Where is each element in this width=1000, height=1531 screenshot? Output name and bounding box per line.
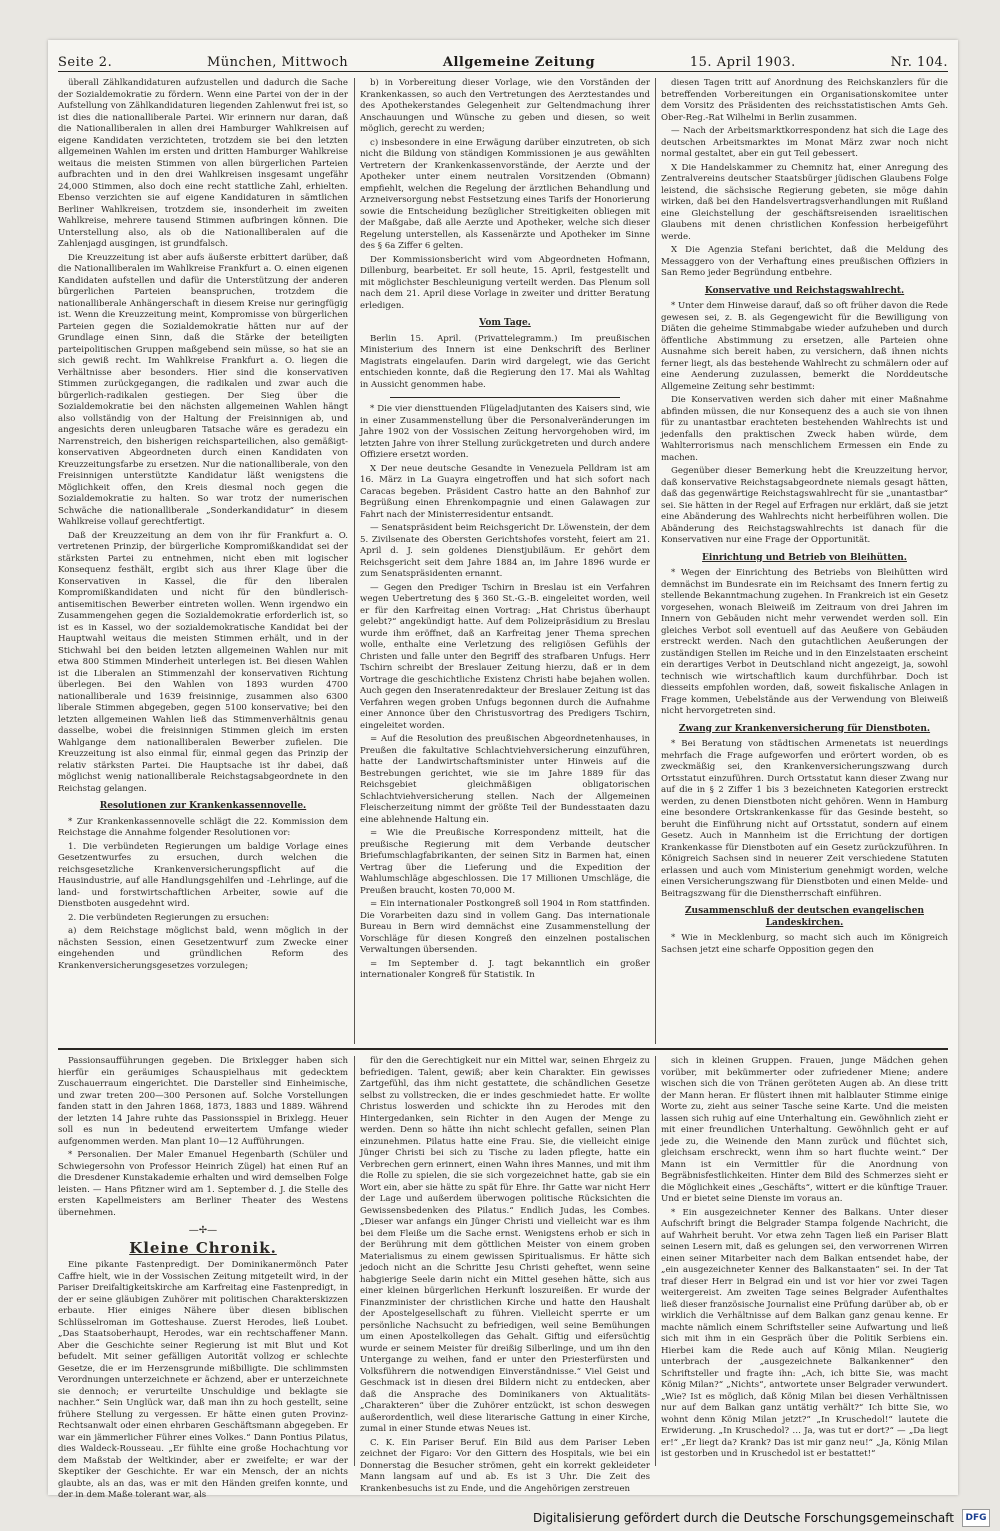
section-heading: Zusammenschluß der deutschen evangelischen Landeskirchen.	[684, 906, 924, 928]
article-paragraph: X Die Handelskammer zu Chemnitz hat, einer Anregung des Zentralvereins deutscher Staatsbürger jüdischen Glaubens Folge leistend, die sächsische Regierung gebeten, sie möge dahin wirken, daß bei den Handelsvertragsverhandlungen mit Rußland eine Gleichstellung der geschäftsreisenden israelitischen Glaubens mit denen christlichen Konfession herbeigeführt werde.	[661, 162, 948, 242]
article-paragraph: — Nach der Arbeitsmarktkorrespondenz hat sich die Lage des deutschen Arbeitsmarktes im Monat März zwar noch nicht normal gestaltet, aber ein gut Teil gebessert.	[661, 126, 948, 159]
article-paragraph: * Zur Krankenkassennovelle schlägt die 22. Kommission dem Reichstage die Annahme folgender Resolutionen vor:	[58, 816, 348, 838]
page-number: Seite 2.	[58, 55, 113, 70]
article-paragraph: * Wegen der Einrichtung des Betriebs von Bleihütten wird demnächst im Bundesrate ein im Reichsamt des Innern fertig zu stellende Bekanntmachung zugehen. In Frankreich ist ein Gesetz vorgesehen, wonach Bleiweiß im Zeitraum von drei Jahren im Innern von Gebäuden nicht mehr verwendet werden soll. Ein gleiches Verbot soll eventuell auf das Aeußere von Gebäuden erstreckt werden. Nach den gutachtlichen Aeußerungen der zuständigen Stellen im Reiche und in den Einzelstaaten erscheint ein derartiges Verbot in Deutschland nicht angezeigt, ja, sowohl technisch wie wirtschaftlich kaum durchführbar. Doch ist diesseits empfohlen worden, daß, soweit fiskalische Anlagen in Frage kommen, Uebelstände aus der Verwendung von Bleiweiß nicht hervorgetreten sind.	[661, 568, 948, 716]
article-paragraph: Daß der Kreuzzeitung an dem von ihr für Frankfurt a. O. vertretenen Prinzip, der bürgerliche Kompromißkandidat sei der stärksten Partei zu entnehmen, nicht eben mit logischer Konsequenz festhält, ergibt sich aus ihrer Klage über die Konservativen in Kassel, die für den liberalen Kompromißkandidaten und nicht für den bündlerisch-antisemitischen Bewerber eintreten wollen. Wenn irgendwo ein Zusammengehen gegen die Sozialdemokratie erforderlich ist, so ist es in Kassel, wo der sozialdemokratische Kandidat bei der Hauptwahl weitaus die meisten Stimmen erhält, und in der Stichwahl bei den beiden letzten allgemeinen Wahlen nur mit etwa 800 Stimmen Minderheit unterlegen ist. Bei diesen Wahlen ist die Liberalen an Stimmenzahl der konservativen Richtung überlegen. Bei den Wahlen von 1893 wurden 4700 nationalliberale und 1639 freisinnige, zusammen also 6300 liberale Stimmen abgegeben, gegen 5100 konservative; bei den letzten allgemeinen Wahlen ließ das Stimmenverhältnis genau dasselbe, wobei die freisinnigen Stimmen gleich im ersten Wahlgange dem nationalliberalen Bewerber zufielen. Die Kreuzzeitung ist also einmal für, einmal gegen das Prinzip der relativ stärksten Partei. Die Hauptsache ist ihr dabei, daß möglichst wenig nationalliberale Reichstagsabgeordnete in den Reichstag gelangen.	[58, 530, 348, 794]
feuilleton-rule	[58, 1048, 948, 1050]
section-heading: Zwang zur Krankenversicherung für Dienstboten.	[678, 723, 931, 734]
article-paragraph: — Senatspräsident beim Reichsgericht Dr. Löwenstein, der dem 5. Zivilsenate des Obersten Gerichtshofes vorsteht, feiert am 21. April d. J. sein goldenes Dienstjubiläum. Er gehört dem Reichsgericht seit dem Jahre 1884 an, im Jahre 1896 wurde er zum Senatspräsidenten ernannt.	[360, 523, 650, 579]
article-paragraph: Berlin 15. April. (Privattelegramm.) Im preußischen Ministerium des Innern ist eine Denkschrift des Berliner Magistrats eingelaufen. Darin wird dargelegt, wie das Gericht entschieden konnte, daß die Regierung den 17. Mai als Wahltag in Aussicht genommen habe.	[360, 333, 650, 390]
newspaper-title: Allgemeine Zeitung	[442, 55, 596, 70]
masthead	[58, 48, 948, 70]
masthead-rule	[58, 71, 948, 72]
issue-date: 15. April 1903.	[689, 55, 796, 70]
article-paragraph: — Gegen den Prediger Tschirn in Breslau ist ein Verfahren wegen Uebertretung des § 360 St.-G.-B. eingeleitet worden, weil er für den Karfreitag einen Vortrag: „Hat Christus überhaupt gelebt?“ angekündigt hatte. Auf dem Polizeipräsidium zu Breslau wurde ihm eröffnet, daß an Karfreitag jener Thema sprechen wolle, enthalte eine Verletzung des religiösen Gefühls der Christen und falle unter den Begriff des strafbaren Unfugs. Herr Tschirn schreibt der Breslauer Zeitung hierzu, daß er in dem Vortrage die geschichtliche Existenz Christi habe bejahen wollen. Auch gegen den Inseratenredakteur der Breslauer Zeitung ist das Verfahren wegen groben Unfugs begonnen durch die Aufnahme einer Annonce über den Christusvortrag des Predigers Tschirn, eingeleitet worden.	[360, 582, 650, 731]
dfg-logo: DFG	[962, 1509, 990, 1527]
section-heading: Konservative und Reichstagswahlrecht.	[704, 285, 905, 296]
article-paragraph: = Ein internationaler Postkongreß soll 1904 in Rom stattfinden. Die Vorarbeiten dazu sind in vollem Gang. Das internationale Bureau in Bern wird demnächst eine Zusammenstellung der Vorschläge für diesen Kongreß den einzelnen postalischen Verwaltungen übersenden.	[360, 899, 650, 955]
article-paragraph: a) dem Reichstage möglichst bald, wenn möglich in der nächsten Session, einen Gesetzentwurf zum Zwecke einer eingehenden und gründlichen Reform des Krankenversicherungsgesetzes vorzulegen;	[58, 926, 348, 971]
article-paragraph: überall Zählkandidaturen aufzustellen und dadurch die Sache der Sozialdemokratie zu fördern. Wenn eine Partei von der in der Aufstellung von Zählkandidaturen liegenden Zahlenwut frei ist, so ist dies die nationalliberale Partei. Wir erinnern nur daran, daß die Nationalliberalen in allen drei Hamburger Wahlkreisen auf eigene Kandidaten verzichteten, trotzdem sie bei den letzten allgemeinen Wahlen im ersten und dritten Hamburger Wahlkreise weitaus die meisten Stimmen von allen bürgerlichen Parteien aufbrachten und in den drei Wahlkreisen insgesamt ungefähr 24,000 Stimmen, also doch eine recht stattliche Zahl, erhielten. Ebenso verzichten sie auf eigene Kandidaturen in sämtlichen Berliner Wahlkreisen, trotzdem sie, insonderheit im zweiten Wahlkreise, mehrere tausend Stimmen aufbringen können. Die Unterstellung also, als ob die Nationalliberalen auf die Zahlenjagd ausgingen, ist grundfalsch.	[58, 78, 348, 249]
section-rule	[390, 397, 620, 398]
column-6	[661, 1056, 948, 1466]
column-4	[58, 1056, 348, 1500]
column-1	[58, 78, 348, 1044]
article-paragraph: X Der neue deutsche Gesandte in Venezuela Pelldram ist am 16. März in La Guayra eingetroffen und hat sich sofort nach Caracas begeben. Präsident Castro hatte an den Bahnhof zur Begrüßung einen Ehrenkompagnie und einen Galawagen zur Fahrt nach der Ministerresidentur entsandt.	[360, 463, 650, 520]
article-paragraph: sich in kleinen Gruppen. Frauen, junge Mädchen gehen vorüber, mit bekümmerter oder zufriedener Miene; andere wischen sich die von Tränen geröteten Augen ab. An diese tritt der Mann heran. Er flüstert ihnen mit halblauter Stimme einige Worte zu, zieht aus seiner Tasche seine Karte. Und die meisten lassen sich ruhig auf eine Unterhaltung ein. Gewöhnlich zieht er mit einer freundlichen Unterhaltung. Gewöhnlich geht er auf jede zu, die Weinende den Mann zurück und flüchtet sich, gleichsam erschreckt, wenn ihm so hart fluchte weint.“ Der Mann ist ein Vermittler für die Anordnung von Begräbnisfestlichkeiten. Hinter dem Bild des Schmerzes sieht er die Möglichkeit eines „Geschäfts“, wittert er die künftige Trauer. Und er bietet seine Dienste im voraus an.	[661, 1056, 948, 1204]
article-paragraph: = Wie die Preußische Korrespondenz mitteilt, hat die preußische Regierung mit dem Verbande deutscher Briefumschlagfabrikanten, der seinen Sitz in Barmen hat, einen Vertrag über die Lieferung und die Expedition der Wahlumschläge abgeschlossen. Die 17 Millionen Umschläge, die Preußen braucht, kosten 70,000 M.	[360, 828, 650, 896]
place-and-day: München, Mittwoch	[207, 55, 349, 70]
ornament-divider: —✢—	[188, 1225, 218, 1236]
column-2	[360, 78, 650, 1044]
column-5	[360, 1056, 650, 1494]
section-heading: Resolutionen zur Krankenkassennovelle.	[99, 801, 307, 811]
article-paragraph: = Im September d. J. tagt bekanntlich ein großer internationaler Kongreß für Statistik. In	[360, 958, 650, 980]
article-paragraph: * Ein ausgezeichneter Kenner des Balkans. Unter dieser Aufschrift bringt die Belgrader Stampa folgende Nachricht, die auf Wahrheit beruht. Vor etwa zehn Tagen ließ ein Pariser Blatt seinen Lesern mit, daß es gelungen sei, den verworrenen Wirren einen seiner Mitarbeiter nach dem Balkan entsendet habe, der „ein ausgezeichneter Kenner des Balkanstaaten“ sei. In der Tat traf dieser Herr in Belgrad ein und ist vor hier vor zwei Tagen weitergereist. Am zweiten Tage seines Belgrader Aufenthaltes ließ dieser französische Journalist eine Prüfung darüber ab, ob er wirklich die Verhältnisse auf dem Balkan ganz genau kenne. Er machte nämlich einem Schriftsteller seine Aufwartung und ließ sich mit ihm in ein Gespräch über die Politik Serbiens ein. Hierbei kam die Rede auch auf König Milan. Neugierig unterbrach der „ausgezeichnete Balkankenner“ den Schriftsteller und fragte ihn: „Ach, ich bitte Sie, was macht König Milan?“ „Nichts“, antwortete unser Belgrader verwundert. „Wie? Ist es möglich, daß König Milan bei diesen Verhältnissen nur auf dem Balkan ganz untätig verhält?“ Ich bitte Sie, wo wohnt denn König Milan jetzt?“ „In Kruschedol!“ lautete die Erwiderung. „In Kruschedol? … Ja, was tut er dort?“ — „Da liegt er!“ „Er liegt da? Krank? Das ist mir ganz neu!“ „Ja, König Milan ist gestorben und in Kruschedol ist er bestattet!“	[661, 1207, 948, 1459]
article-paragraph: 2. Die verbündeten Regierungen zu ersuchen:	[68, 912, 270, 923]
column-3	[661, 78, 948, 1044]
section-heading: Einrichtung und Betrieb von Bleihütten.	[702, 552, 907, 563]
article-paragraph: c) insbesondere in eine Erwägung darüber einzutreten, ob sich nicht die Bildung von ständigen Kommissionen je aus gewählten Vertretern der Krankenkassenvorstände, der Aerzte und der Apotheker unter einem neutralen Vorsitzenden (Obmann) empfiehlt, welchen die Regelung der ärztlichen Behandlung und Arzneiversorgung nebst Festsetzung eines Tarifs der Honorierung sowie die Entscheidung bezüglicher Streitigkeiten obliegen mit der Maßgabe, daß alle Aerzte und Apotheker, welche sich dieser Regelung unterstellen, als Kassenärzte und Apotheker im Sinne des § 6a Ziffer 6 gelten.	[360, 137, 650, 251]
article-paragraph: für den die Gerechtigkeit nur ein Mittel war, seinen Ehrgeiz zu befriedigen. Talent, gewiß; aber kein Charakter. Ein gewisses Zartgefühl, das ihm nicht gestattete, die schändlichen Gesetze selbst zu vollstrecken, die er indes geschmiedet hatte. Er wollte Christus loswerden und schickte ihn zu Herodes mit den Hintergedanken, sein Richter in den Augen der Menge zu werden. Denn so hätte ihn nicht schlecht gefallen, seinen Plan einzunehmen. Pilatus hatte eine Frau. Sie, die vielleicht einige Jünger Christi bei sich zu Tische zu laden pflegte, hatte ein Verbrechen gern erinnert, einen Wahn ihres Mannes, und mit ihm die Rolle zu spielen, die sie sich vorgezeichnet hatte, gab sie ein Wort ein, aber sie hätte zu spät für Ehre. Ihr Gatte war nicht Herr der Lage und außerdem überwogen politische Rücksichten die Gewissensbedenken des Pilatus.“ Endlich Judas, les Combes. „Dieser war anfangs ein Jünger Christi und vielleicht war es ihm bei dem Fleiße um die Sache ernst. Wenigstens erhob er sich in der Berührung mit dem göttlichen Meister von einem groben Materialismus zu einem gewissen Spiritualismus. Er hätte sich jedoch nicht an die Schritte Jesu Christi geheftet, wenn seine habgierige Seele darin nicht ein Mittel gesehen hätte, sich aus einer kleinen bürgerlichen Herkunft loszureißen. Er wurde der Finanzminister der christlichen Kirche und hatte den Haushalt der Apostelgesellschaft zu führen. Vielleicht sperrte er um persönliche Nachsucht zu befriedigen, weil seine Bemühungen um einen Apostelkollegen das Gehalt. Giftig und eifersüchtig wurde er seinem Meister für dreißig Silberlinge, und um ihn den Untergange zu weihen, fand er unter den Priesterfürsten und Volksführern die notwendigen Einverständnisse.“ Viel Geist und Geschmack ist in diesen drei Bildern nicht zu entdecken, aber daß die Ansprache des Dominikaners von Aktualitäts-„Charakteren“ über die Zuhörer entzückt, ist schon deswegen außerordentlich, weil diese literarische Gattung in einer Kirche, zumal in einer Stunde etwas Neues ist.	[360, 1056, 650, 1434]
article-paragraph: Die Konservativen werden sich daher mit einer Maßnahme abfinden müssen, die nur Konsequenz des a auch sie von ihnen für zu unantastbar erachteten bestehenden Wahlrechts ist und jedenfalls den praktischen Zweck haben würde, dem Wahlterrorismus nach menschlichem Ermessen ein Ende zu machen.	[661, 395, 948, 463]
column-divider	[655, 78, 656, 1044]
article-paragraph: Eine pikante Fastenpredigt. Der Dominikanermönch Pater Caffre hielt, wie in der Vossischen Zeitung mitgeteilt wird, in der Pariser Dreifaltigkeitskirche am Karfreitag eine Fastenpredigt, in der er seine gläubigen Zuhörer mit politischen Charakterskizzen erbaute. Hier einiges Nähere über diesen biblischen Schlüsselroman im Gotteshause. Zuerst Herodes, ließ Loubet. „Das Staatsoberhaupt, Herodes, war ein rechtschaffener Mann. Aber die Geschichte seiner Regierung ist mit Blut und Kot befudelt. Mit seiner gefälligen Autorität vollzog er schlechte Gesetze, die er im Herzensgrunde mißbilligte. Die schlimmsten Verordnungen unterzeichnete er ächzend, aber er unterzeichnete sie dennoch; er verurteilte Unschuldige und beklagte sie nachher.“ Sein Unglück war, daß man ihn zu hoch gestellt, seine frühere Stellung zu vergessen. Er hätte einen guten Provinz-Rechtsanwalt oder einen ehrbaren Geschäftsmann abgegeben. Er war ein jämmerlicher Führer eines Volkes.“ Dann Pontius Pilatus, dies Waldeck-Rousseau. „Er fühlte eine große Hochachtung vor dem Maßstab der Weltkinder, aber er zweifelte; er war der Skeptiker der Geschichte. Er war ein Mensch, der an nichts glaubte, als an das, was er mit den Händen greifen konnte, und der in dem Maße tolerant war, als	[58, 1260, 348, 1500]
column-divider	[354, 1056, 355, 1466]
newspaper-page	[48, 40, 958, 1500]
article-paragraph: Passionsaufführungen gegeben. Die Brixlegger haben sich hierfür ein geräumiges Schauspielhaus mit gedecktem Zuschauerraum eingerichtet. Die Darsteller sind Einheimische, und zwar treten 200—300 Personen auf. Solche Vorstellungen fanden statt in den Jahren 1868, 1873, 1883 und 1889. Während der letzten 14 Jahre ruhte das Passionsspiel in Brixlegg. Heuer soll es nun in bedeutend erweitertem Umfange wieder aufgenommen werden. Man plant 10—12 Aufführungen.	[58, 1056, 348, 1147]
article-paragraph: X Die Agenzia Stefani berichtet, daß die Meldung des Messaggero von der Verhaftung eines preußischen Offiziers in San Remo jeder Begründung entbehre.	[661, 245, 948, 278]
article-paragraph: Die Kreuzzeitung ist aber aufs äußerste erbittert darüber, daß die Nationalliberalen im Wahlkreise Frankfurt a. O. einen eigenen Kandidaten aufstellen und dafür die Unterstützung der anderen bürgerlichen Parteien beanspruchen, trotzdem die nationalliberale Anhängerschaft in diesem Kreise nur geringfügig ist. Wenn die Kreuzzeitung meint, Kompromisse von bürgerlichen Parteien gegen die Sozialdemokratie hätten nur auf der Grundlage einen Sinn, daß die Stärke der beteiligten parteipolitischen Gruppen maßgebend sein müsse, so hat sie an sich gewiß recht. Im Wahlkreise Frankfurt a. O. liegen die Verhältnisse aber besonders. Hier sind die konservativen Stimmen zurückgegangen, die radikalen und zwar auch die bürgerlich-radikalen gestiegen. Der Sieg über die Sozialdemokratie bei den nächsten allgemeinen Wahlen hängt also vollständig von der Haltung der Freisinnigen ab, und angesichts deren unleugbaren Tatsache wäre es geradezu ein Narrenstreich, den bisherigen reichsparteilichen, also gemäßigt-konservativen Abgeordneten durch einen Kandidaten von Kreuzzeitungsfarbe zu ersetzen. Nur die nationalliberale, von den Freisinnigen unterstützte Kandidatur läßt wenigstens die Möglichkeit offen, den Kreis diesmal noch gegen die Sozialdemokratie zu halten. So war trotz der numerischen Schwäche die nationalliberale „Sonderkandidatur“ in diesem Wahlkreise vollauf gerechtfertigt.	[58, 252, 348, 527]
funding-credit: Digitalisierung gefördert durch die Deutsche Forschungsgemeinschaft	[532, 1511, 954, 1525]
footer	[0, 1509, 1000, 1527]
column-divider	[655, 1056, 656, 1466]
article-paragraph: diesen Tagen tritt auf Anordnung des Reichskanzlers für die betreffenden Vorbereitungen ein Organisationskomitee unter dem Vorsitz des Präsidenten des reichsstatistischen Amts Geh. Ober-Reg.-Rat Wilhelmi in Berlin zusammen.	[661, 78, 948, 123]
column-divider	[354, 78, 355, 1044]
article-paragraph: * Wie in Mecklenburg, so macht sich auch im Königreich Sachsen jetzt eine scharfe Opposition gegen den	[661, 933, 948, 955]
article-paragraph: * Die vier diensttuenden Flügeladjutanten des Kaisers sind, wie in einer Zusammenstellung über die Personalveränderungen im Jahre 1902 von der Vossischen Zeitung hervorgehoben wird, im letzten Jahre von ihrer Stellung zurückgetreten und durch andere Offiziere ersetzt worden.	[360, 404, 650, 460]
article-paragraph: Gegenüber dieser Bemerkung hebt die Kreuzzeitung hervor, daß konservative Reichstagsabgeordnete niemals gesagt hätten, daß das gegenwärtige Reichstagswahlrecht für sie „unantastbar“ sei. Sie hätten in der Regel auf Erfragen nur erklärt, daß sie jetzt eine Abänderung des Wahlrechts nicht herbeiführen wollen. Die Abänderung des Reichstagswahlrechts ist danach für die Konservativen nur eine Frage der Opportunität.	[661, 466, 948, 545]
article-paragraph: 1. Die verbündeten Regierungen um baldige Vorlage eines Gesetzentwurfes zu ersuchen, durch welchen die reichsgesetzliche Krankenversicherungspflicht auf die Hausindustrie, auf alle Handlungsgehilfen und -Lehrlinge, auf die land- und forstwirtschaftlichen Arbeiter, sowie auf die Dienstboten ausgedehnt wird.	[58, 841, 348, 909]
section-heading: Vom Tage.	[479, 318, 531, 328]
article-paragraph: b) in Vorbereitung dieser Vorlage, wie den Vorständen der Krankenkassen, so auch den Vertretungen des Aerztestandes und des Apothekerstandes Gelegenheit zur Geltendmachung ihrer Anschauungen und Wünsche zu geben und diesen, so weit möglich, gerecht zu werden;	[360, 78, 650, 134]
issue-number: Nr. 104.	[890, 55, 948, 70]
article-paragraph: = Auf die Resolution des preußischen Abgeordnetenhauses, in Preußen die fakultative Schlachtviehversicherung einzuführen, hatte der Landwirtschaftsminister unter Hinweis auf die Bestrebungen gerichtet, wie sie im Jahre 1889 für das Reichsgebiet gleichmäßigen obligatorischen Schlachtviehversicherung stellen. Nach der Allgemeinen Fleischerzeitung nimmt der größte Teil der Bundesstaaten dazu eine ablehnende Haltung ein.	[360, 734, 650, 825]
article-paragraph: * Unter dem Hinweise darauf, daß so oft früher davon die Rede gewesen sei, z. B. als Gegengewicht für die Bewilligung von Diäten die geheime Stimmabgabe wieder aufzuheben und durch öffentliche Abstimmung zu ersetzen, alle Parteien ohne Ausnahme sich bereit haben, zu versichern, daß ihnen nichts ferner liegt, als das bestehende Wahlrecht zu schmälern oder auf eine Aenderung zuzulassen, bemerkt die Norddeutsche Allgemeine Zeitung sehr bestimmt:	[661, 301, 948, 392]
article-paragraph: C. K. Ein Pariser Beruf. Ein Bild aus dem Pariser Leben zeichnet der Figaro: Vor den Gittern des Hospitals, wie bei ein Donnerstag die Besucher strömen, geht ein korrekt gekleideter Mann langsam auf und ab. Es ist 3 Uhr. Die Zeit des Krankenbesuchs ist zu Ende, und die Angehörigen zerstreuen	[360, 1437, 650, 1494]
article-paragraph: * Bei Beratung von städtischen Armenetats ist neuerdings mehrfach die Frage aufgeworfen und erörtert worden, ob es zweckmäßig sei, den Krankenversicherungszwang durch Ortsstatut einzuführen. Durch Ortsstatut kann dieser Zwang nur auf die in § 2 Ziffer 1 bis 3 bezeichneten Kategorien erstreckt werden, zu denen Dienstboten nicht gehören. Wenn in Hamburg eine besondere Ortskrankenkasse für das Gesinde besteht, so beruht die Einführung nicht auf Ortsstatut, sondern auf einem Gesetz. Auch in Mannheim ist die Errichtung der dortigen Krankenkasse für Dienstboten auf ein Gesetz zurückzuführen. In Königreich Sachsen sind in neuerer Zeit verschiedene Statuten erlassen und auch vom Ministerium genehmigt worden, welche einen Versicherungszwang für Dienstboten und einen Melde- und Beitragszwang für die Dienstherrschaft einführen.	[661, 739, 948, 899]
article-paragraph: * Personalien. Der Maler Emanuel Hegenbarth (Schüler und Schwiegersohn von Professor Heinrich Zügel) hat einen Ruf an die Dresdener Kunstakademie erhalten und wird demselben Folge leisten. — Hans Pfitzner wird am 1. September d. J. die Stelle des ersten Kapellmeisters am Berliner Theater des Westens übernehmen.	[58, 1150, 348, 1218]
feuilleton-heading: Kleine Chronik.	[129, 1238, 277, 1257]
article-paragraph: Der Kommissionsbericht wird vom Abgeordneten Hofmann, Dillenburg, bearbeitet. Er soll heute, 15. April, festgestellt und mit möglichster Beschleunigung verteilt werden. Das Plenum soll nach dem 21. April diese Vorlage in zweiter und dritter Beratung erledigen.	[360, 254, 650, 311]
